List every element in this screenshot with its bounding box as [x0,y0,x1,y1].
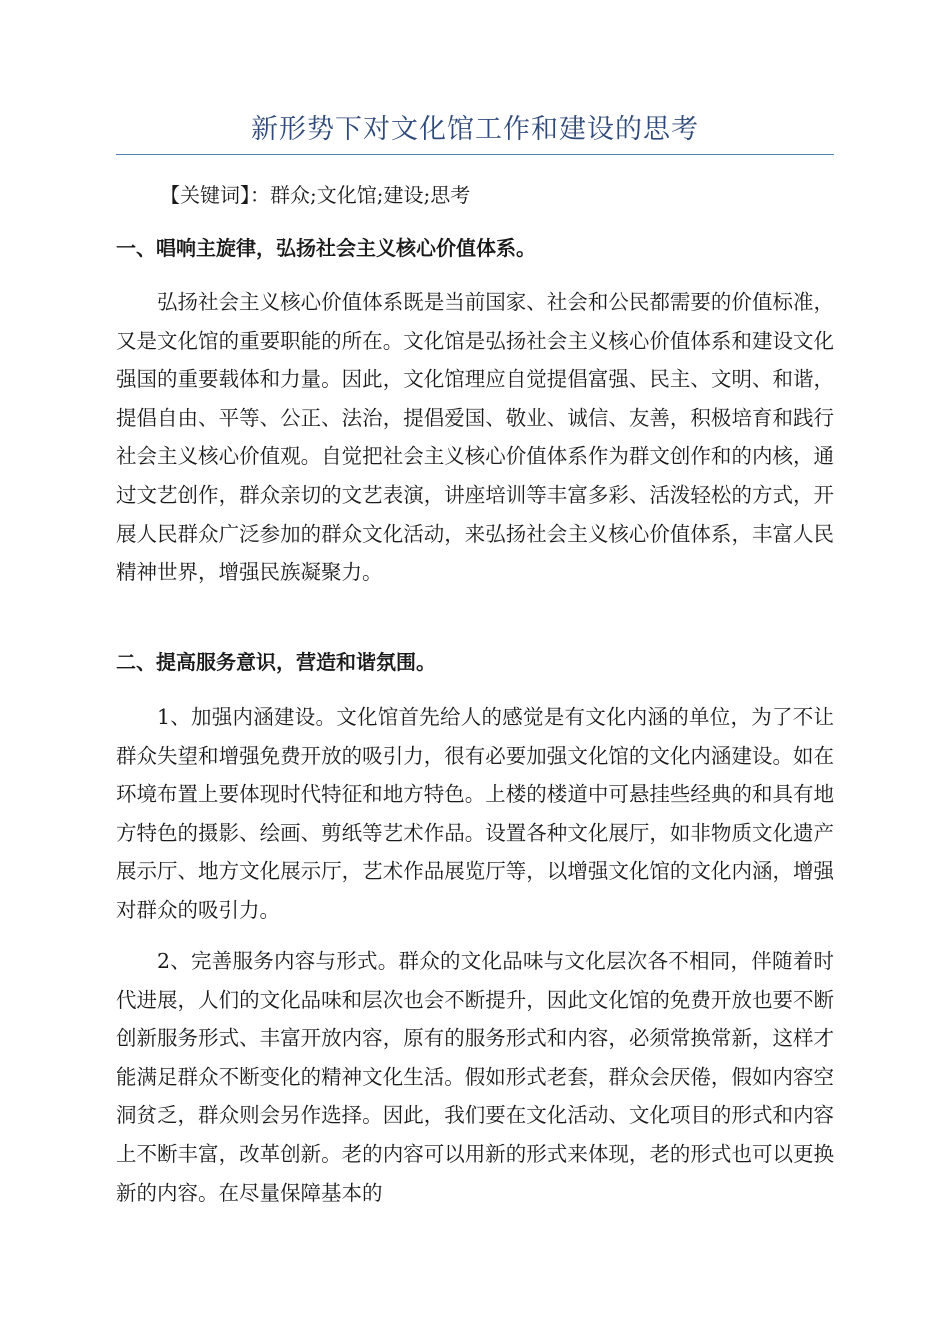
keywords-line: 【关键词】：群众;文化馆;建设;思考 [160,183,471,207]
section-2-paragraph-1: 1、加强内涵建设。文化馆首先给人的感觉是有文化内涵的单位，为了不让群众失望和增强免费开放的吸引力，很有必要加强文化馆的文化内涵建设。如在环境布置上要体现时代特征和地方特色。上楼的楼道中可悬挂些经典的和具有地方特色的摄影、绘画、剪纸等艺术作品。设置各种文化展厅，如非物质文化遗产展示厅、地方文化展示厅，艺术作品展览厅等，以增强文化馆的文化内涵，增强对群众的吸引力。 [116,705,834,922]
document-title: 新形势下对文化馆工作和建设的思考 [251,114,699,145]
section-2-paragraph-2: 2、完善服务内容与形式。群众的文化品味与文化层次各不相同，伴随着时代进展，人们的文化品味和层次也会不断提升，因此文化馆的免费开放也要不断创新服务形式、丰富开放内容，原有的服务形式和内容，必须常换常新，这样才能满足群众不断变化的精神文化生活。假如形式老套，群众会厌倦，假如内容空洞贫乏，群众则会另作选择。因此，我们要在文化活动、文化项目的形式和内容上不断丰富，改革创新。老的内容可以用新的形式来体现，老的形式也可以更换新的内容。在尽量保障基本的 [116,949,834,1205]
section-2-heading: 二、提高服务意识，营造和谐氛围。 [116,650,436,674]
section-1-paragraph: 弘扬社会主义核心价值体系既是当前国家、社会和公民都需要的价值标准，又是文化馆的重要职能的所在。文化馆是弘扬社会主义核心价值体系和建设文化强国的重要载体和力量。因此，文化馆理应自觉提倡富强、民主、文明、和谐，提倡自由、平等、公正、法治，提倡爱国、敬业、诚信、友善，积极培育和践行社会主义核心价值观。自觉把社会主义核心价值体系作为群文创作和的内核，通过文艺创作，群众亲切的文艺表演，讲座培训等丰富多彩、活泼轻松的方式，开展人民群众广泛参加的群众文化活动，来弘扬社会主义核心价值体系，丰富人民精神世界，增强民族凝聚力。 [116,290,834,585]
section-1-heading: 一、唱响主旋律，弘扬社会主义核心价值体系。 [116,236,536,260]
title-underline [116,154,834,155]
